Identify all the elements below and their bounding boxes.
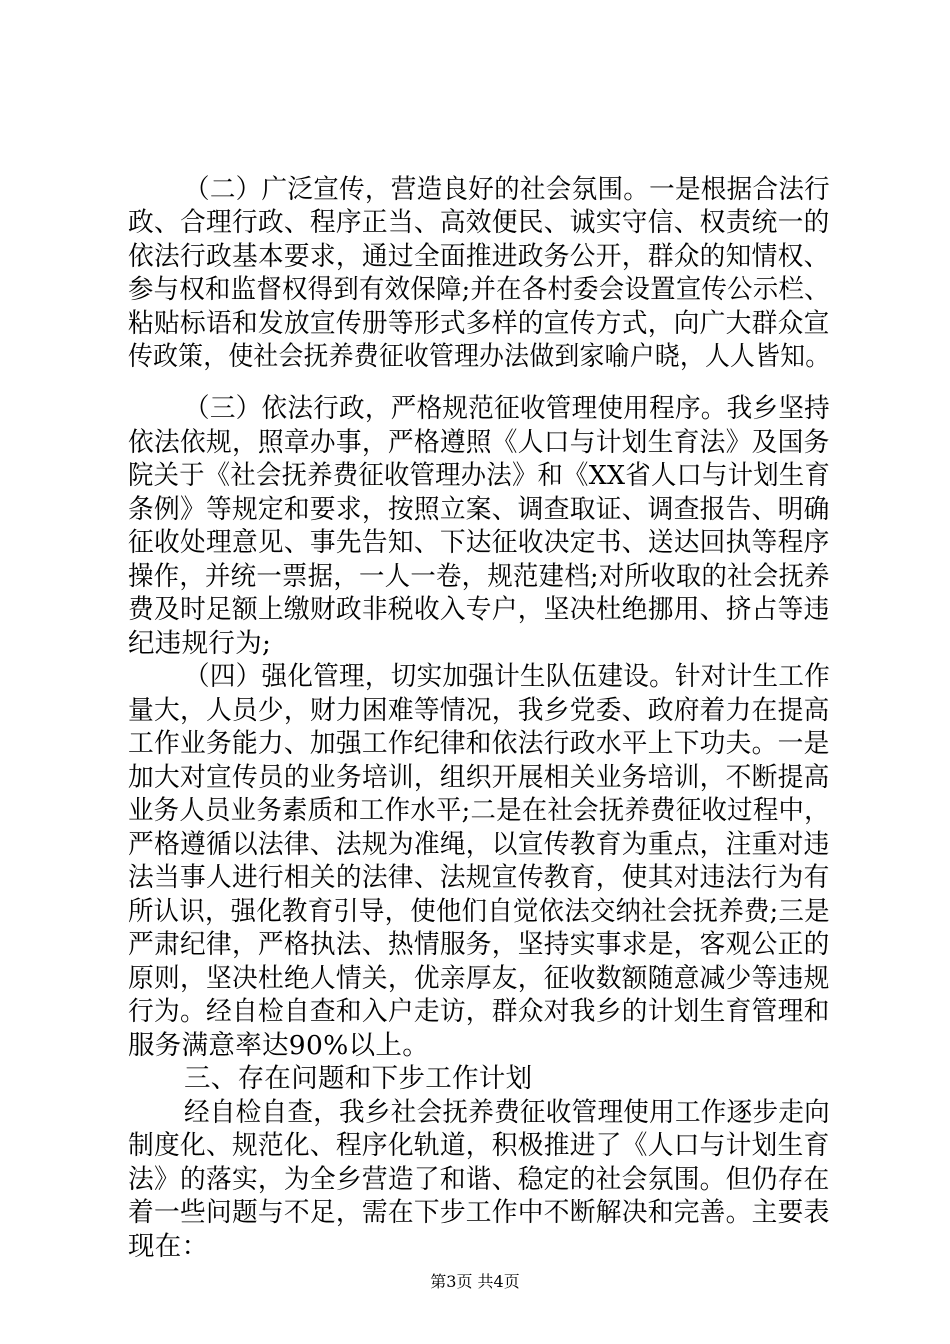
section-heading: 三、存在问题和下步工作计划	[184, 1063, 533, 1094]
paragraph-line: 法》的落实，为全乡营造了和谐、稳定的社会氛围。但仍存在	[128, 1164, 830, 1195]
paragraph-line: 操作，并统一票据，一人一卷，规范建档;对所收取的社会抚养	[128, 561, 830, 592]
paragraph-line: 依法依规，照章办事，严格遵照《人口与计划生育法》及国务	[128, 427, 830, 458]
paragraph-line: 法当事人进行相关的法律、法规宣传教育，使其对违法行为有	[128, 862, 830, 893]
paragraph-line: 征收处理意见、事先告知、下达征收决定书、送达回执等程序	[128, 527, 830, 558]
paragraph-line: （四）强化管理，切实加强计生队伍建设。针对计生工作	[184, 661, 831, 692]
paragraph-line: 严肃纪律，严格执法、热情服务，坚持实事求是，客观公正的	[128, 929, 830, 960]
paragraph-line: 院关于《社会抚养费征收管理办法》和《XX省人口与计划生育	[128, 460, 831, 491]
paragraph-line: 工作业务能力、加强工作纪律和依法行政水平上下功夫。一是	[128, 728, 830, 759]
paragraph-line: 现在：	[128, 1231, 209, 1262]
paragraph-line: 参与权和监督权得到有效保障;并在各村委会设置宣传公示栏、	[128, 274, 830, 305]
paragraph-line: 业务人员业务素质和工作水平;二是在社会抚养费征收过程中，	[128, 795, 830, 826]
paragraph-line: 原则，坚决杜绝人情关，优亲厚友，征收数额随意减少等违规	[128, 963, 830, 994]
paragraph-line: 经自检自查，我乡社会抚养费征收管理使用工作逐步走向	[184, 1097, 831, 1128]
paragraph-line: 制度化、规范化、程序化轨道，积极推进了《人口与计划生育	[128, 1130, 830, 1161]
paragraph-line: 依法行政基本要求，通过全面推进政务公开，群众的知情权、	[128, 241, 830, 272]
paragraph-line: 粘贴标语和发放宣传册等形式多样的宣传方式，向广大群众宣	[128, 308, 830, 339]
paragraph-line: 着一些问题与不足，需在下步工作中不断解决和完善。主要表	[128, 1197, 830, 1228]
paragraph-line: （二）广泛宣传，营造良好的社会氛围。一是根据合法行	[184, 174, 831, 205]
paragraph-line: 费及时足额上缴财政非税收入专户，坚决杜绝挪用、挤占等违	[128, 594, 830, 625]
paragraph-line: 纪违规行为;	[128, 628, 272, 659]
paragraph-line: 量大，人员少，财力困难等情况，我乡党委、政府着力在提高	[128, 695, 830, 726]
paragraph-line: 加大对宣传员的业务培训，组织开展相关业务培训，不断提高	[128, 762, 830, 793]
paragraph-line: 行为。经自检自查和入户走访，群众对我乡的计划生育管理和	[128, 996, 830, 1027]
paragraph-line: 严格遵循以法律、法规为准绳，以宣传教育为重点，注重对违	[128, 829, 830, 860]
paragraph-line: 服务满意率达90%以上。	[128, 1030, 430, 1061]
paragraph-line: 所认识，强化教育引导，使他们自觉依法交纳社会抚养费;三是	[128, 896, 830, 927]
paragraph-line: 条例》等规定和要求，按照立案、调查取证、调查报告、明确	[128, 494, 830, 525]
paragraph-line: 政、合理行政、程序正当、高效便民、诚实守信、权责统一的	[128, 207, 830, 238]
paragraph-line: 传政策，使社会抚养费征收管理办法做到家喻户晓，人人皆知。	[128, 341, 831, 372]
paragraph-line: （三）依法行政，严格规范征收管理使用程序。我乡坚持	[184, 393, 831, 424]
page-footer: 第3页 共4页	[430, 1272, 520, 1291]
